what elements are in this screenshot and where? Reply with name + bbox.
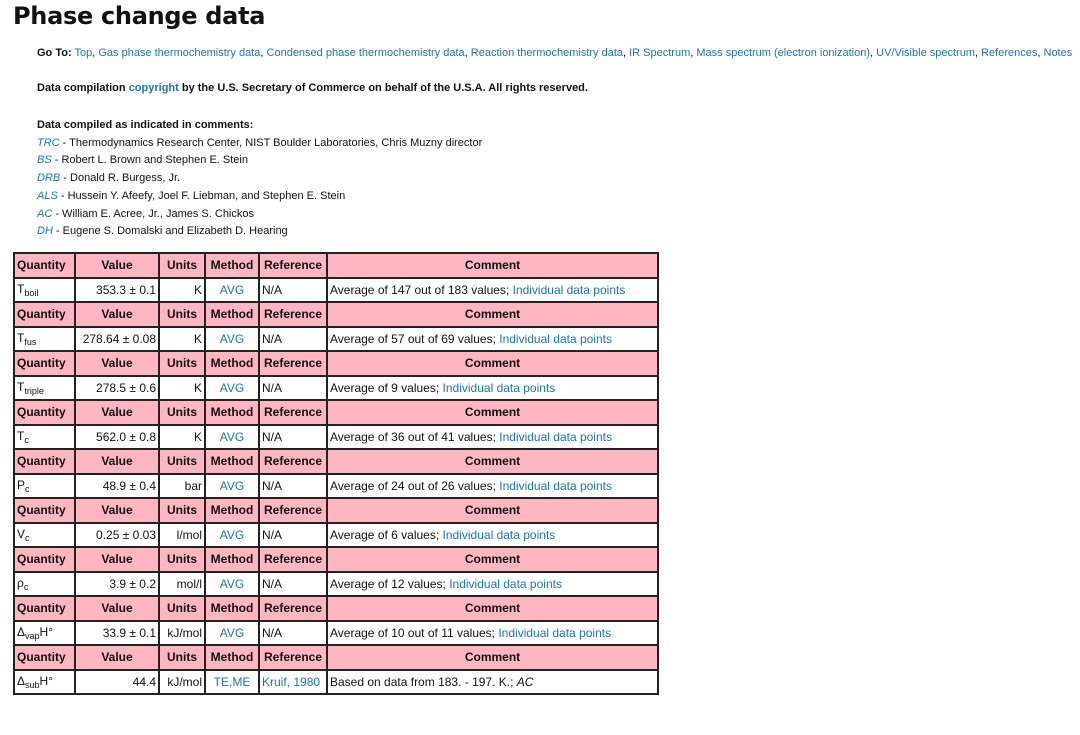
compiler-names: - William E. Acree, Jr., James S. Chickos [52, 207, 254, 220]
column-header: Comment [327, 253, 658, 278]
table-row [14, 474, 658, 499]
compiler-names: - Eugene S. Domalski and Elizabeth D. Hearing [52, 225, 288, 238]
compiler-abbr: AC [37, 207, 53, 220]
header-row [14, 400, 658, 425]
column-header: Method [205, 351, 259, 376]
compiler-abbr: BS [37, 154, 52, 167]
value-cell: 278.64 ± 0.08 [75, 327, 159, 352]
quantity-cell [14, 474, 75, 499]
individual-data-points-link[interactable]: Individual data points [499, 429, 612, 444]
column-header: Quantity [14, 547, 75, 572]
table-row [14, 278, 658, 303]
reference-cell: N/A [259, 376, 327, 401]
quantity-subscript: fus [24, 336, 37, 347]
individual-data-points-link[interactable]: Individual data points [442, 380, 556, 395]
quantity-subscript: triple [24, 385, 44, 396]
table-row [14, 572, 658, 597]
goto-link[interactable]: UV/Visible spectrum [876, 47, 975, 59]
comment-text: Based on data from 183. - 197. K.; [330, 674, 517, 689]
value-cell: 33.9 ± 0.1 [75, 621, 159, 646]
method-link[interactable]: AVG [219, 429, 245, 444]
goto-link[interactable]: Mass spectrum (electron ionization) [696, 47, 871, 59]
reference-cell: N/A [259, 523, 327, 548]
reference-cell: N/A [259, 572, 327, 597]
individual-data-points-link[interactable]: Individual data points [449, 576, 562, 591]
method-cell [205, 474, 259, 499]
comment-text: Average of 12 values; [330, 576, 450, 591]
goto-link[interactable]: IR Spectrum [629, 47, 691, 59]
individual-data-points-link[interactable]: Individual data points [499, 331, 612, 346]
goto-link[interactable]: Top [74, 47, 93, 59]
column-header: Method [205, 302, 259, 327]
units-cell: K [159, 425, 205, 450]
quantity-subscript: boil [24, 287, 39, 298]
column-header: Reference [259, 302, 327, 327]
header-row [14, 351, 658, 376]
goto-link[interactable]: Reaction thermochemistry data [470, 47, 623, 59]
comment-source: AC [516, 674, 534, 689]
copyright-text-before: Data compilation [37, 82, 129, 94]
value-cell: 0.25 ± 0.03 [75, 523, 159, 548]
quantity-cell [14, 621, 75, 646]
column-header: Method [205, 645, 259, 670]
column-header: Reference [259, 351, 327, 376]
quantity-suffix: H° [39, 624, 53, 639]
comment-text: Average of 147 out of 183 values; [330, 282, 513, 297]
method-link[interactable]: AVG [219, 576, 245, 591]
comment-text: Average of 57 out of 69 values; [330, 331, 500, 346]
column-header: Reference [259, 400, 327, 425]
compilers-title: Data compiled as indicated in comments: [37, 119, 254, 131]
value-cell: 44.4 [75, 670, 159, 695]
column-header: Method [205, 498, 259, 523]
quantity-cell [14, 670, 75, 695]
units-cell: l/mol [159, 523, 205, 548]
compiler-abbr: TRC [37, 136, 60, 149]
goto-label: Go To: [37, 47, 72, 59]
header-row [14, 498, 658, 523]
column-header: Quantity [14, 498, 75, 523]
value-cell: 278.5 ± 0.6 [75, 376, 159, 401]
column-header: Value [75, 253, 159, 278]
quantity-subscript: vap [25, 630, 40, 641]
comment-cell [327, 523, 658, 548]
column-header: Method [205, 596, 259, 621]
column-header: Units [159, 400, 205, 425]
comment-cell [327, 278, 658, 303]
column-header: Quantity [14, 400, 75, 425]
copyright-link[interactable]: copyright [128, 82, 179, 94]
compiler-item [37, 152, 482, 170]
column-header: Comment [327, 596, 658, 621]
column-header: Quantity [14, 302, 75, 327]
column-header: Units [159, 302, 205, 327]
units-cell: K [159, 278, 205, 303]
reference-cell: N/A [259, 621, 327, 646]
quantity-symbol: T [17, 379, 25, 394]
compiler-names: - Robert L. Brown and Stephen E. Stein [51, 154, 248, 167]
column-header: Units [159, 596, 205, 621]
header-row [14, 302, 658, 327]
compiler-abbr: DH [37, 225, 53, 238]
column-header: Value [75, 547, 159, 572]
quantity-subscript: c [23, 581, 29, 592]
column-header: Value [75, 596, 159, 621]
column-header: Quantity [14, 351, 75, 376]
table-row [14, 621, 658, 646]
column-header: Units [159, 449, 205, 474]
quantity-cell [14, 572, 75, 597]
column-header: Units [159, 253, 205, 278]
column-header: Value [75, 645, 159, 670]
column-header: Quantity [14, 645, 75, 670]
comment-cell [327, 621, 658, 646]
compiler-item [37, 170, 482, 188]
quantity-symbol: T [17, 428, 25, 443]
quantity-subscript: c [24, 434, 29, 445]
header-row [14, 449, 658, 474]
column-header: Comment [327, 645, 658, 670]
header-row [14, 596, 658, 621]
quantity-subscript: sub [25, 679, 40, 690]
method-cell [205, 621, 259, 646]
column-header: Method [205, 449, 259, 474]
quantity-cell [14, 278, 75, 303]
individual-data-points-link[interactable]: Individual data points [499, 478, 612, 493]
individual-data-points-link[interactable]: Individual data points [512, 282, 626, 297]
method-cell [205, 327, 259, 352]
method-cell [205, 523, 259, 548]
reference-cell: N/A [259, 425, 327, 450]
page-title: Phase change data [13, 2, 266, 30]
method-link[interactable]: AVG [219, 331, 245, 346]
compiler-item [37, 223, 482, 241]
method-link[interactable]: AVG [219, 625, 245, 640]
method-cell [205, 670, 259, 695]
data-compilers [37, 117, 482, 241]
individual-data-points-link[interactable]: Individual data points [498, 625, 612, 640]
comment-cell [327, 376, 658, 401]
column-header: Value [75, 302, 159, 327]
comment-cell [327, 670, 658, 695]
column-header: Units [159, 351, 205, 376]
comment-text: Average of 24 out of 26 values; [330, 478, 500, 493]
column-header: Units [159, 645, 205, 670]
column-header: Quantity [14, 596, 75, 621]
column-header: Comment [327, 351, 658, 376]
method-cell [205, 278, 259, 303]
method-link[interactable]: AVG [219, 478, 245, 493]
column-header: Method [205, 400, 259, 425]
compiler-names: - Thermodynamics Research Center, NIST Boulder Laboratories, Chris Muzny director [59, 136, 483, 149]
header-row [14, 547, 658, 572]
column-header: Quantity [14, 449, 75, 474]
value-cell: 562.0 ± 0.8 [75, 425, 159, 450]
reference-cell: N/A [259, 474, 327, 499]
quantity-symbol: ρ [17, 575, 24, 590]
method-link[interactable]: AVG [219, 282, 245, 297]
method-cell [205, 572, 259, 597]
quantity-cell [14, 376, 75, 401]
table-row [14, 425, 658, 450]
quantity-suffix: H° [39, 673, 53, 688]
goto-nav: Go To: Top, Gas phase thermochemistry data, Condensed phase thermochemistry data, Reaction thermochemistry data, IR Spectrum, Mass spectrum (electron ionization), UV/Visible spectrum, References, Notes [37, 47, 1073, 59]
method-cell [205, 376, 259, 401]
units-cell: K [159, 376, 205, 401]
quantity-subscript: c [25, 532, 30, 543]
table-row [14, 670, 658, 695]
compiler-abbr: ALS [37, 189, 58, 202]
column-header: Quantity [14, 253, 75, 278]
units-cell: kJ/mol [159, 670, 205, 695]
method-link[interactable]: AVG [219, 380, 245, 395]
quantity-symbol: Δ [17, 673, 26, 688]
column-header: Method [205, 253, 259, 278]
goto-link[interactable]: Notes [1043, 47, 1073, 59]
table-row [14, 376, 658, 401]
column-header: Value [75, 400, 159, 425]
compiler-abbr: DRB [37, 172, 61, 185]
compiler-item [37, 135, 482, 153]
quantity-symbol: T [17, 281, 25, 296]
value-cell: 353.3 ± 0.1 [75, 278, 159, 303]
table-row [14, 523, 658, 548]
column-header: Units [159, 547, 205, 572]
reference-cell: N/A [259, 327, 327, 352]
quantity-cell [14, 425, 75, 450]
units-cell: kJ/mol [159, 621, 205, 646]
reference-link[interactable]: Kruif, 1980 [262, 674, 321, 689]
column-header: Value [75, 449, 159, 474]
column-header: Comment [327, 547, 658, 572]
comment-cell [327, 327, 658, 352]
column-header: Reference [259, 498, 327, 523]
column-header: Reference [259, 596, 327, 621]
quantity-symbol: P [17, 477, 26, 492]
quantity-symbol: Δ [17, 624, 26, 639]
comment-cell [327, 572, 658, 597]
quantity-symbol: T [17, 330, 25, 345]
method-link[interactable]: TE,ME [213, 674, 251, 689]
quantity-cell [14, 523, 75, 548]
comment-cell [327, 474, 658, 499]
comment-text: Average of 9 values; [330, 380, 443, 395]
units-cell: bar [159, 474, 205, 499]
copyright-text-after: by the U.S. Secretary of Commerce on behalf of the U.S.A. All rights reserved. [178, 82, 588, 94]
column-header: Method [205, 547, 259, 572]
method-cell [205, 425, 259, 450]
quantity-subscript: c [25, 483, 30, 494]
column-header: Comment [327, 449, 658, 474]
quantity-symbol: V [17, 526, 26, 541]
copyright-notice [37, 82, 588, 94]
column-header: Comment [327, 498, 658, 523]
column-header: Value [75, 351, 159, 376]
column-header: Reference [259, 449, 327, 474]
value-cell: 3.9 ± 0.2 [75, 572, 159, 597]
header-row [14, 645, 658, 670]
column-header: Units [159, 498, 205, 523]
phase-change-table [13, 252, 659, 695]
column-header: Reference [259, 253, 327, 278]
comment-text: Average of 10 out of 11 values; [330, 625, 499, 640]
compiler-names: - Donald R. Burgess, Jr. [60, 172, 181, 185]
value-cell: 48.9 ± 0.4 [75, 474, 159, 499]
goto-link[interactable]: Gas phase thermochemistry data [98, 47, 261, 59]
column-header: Reference [259, 547, 327, 572]
units-cell: mol/l [159, 572, 205, 597]
comment-cell [327, 425, 658, 450]
goto-link[interactable]: References [981, 47, 1038, 59]
comment-text: Average of 6 values; [330, 527, 443, 542]
method-link[interactable]: AVG [219, 527, 245, 542]
column-header: Reference [259, 645, 327, 670]
compiler-item [37, 206, 482, 224]
header-row [14, 253, 658, 278]
column-header: Comment [327, 302, 658, 327]
table-row [14, 327, 658, 352]
compiler-names: - Hussein Y. Afeefy, Joel F. Liebman, and Stephen E. Stein [57, 189, 346, 202]
column-header: Comment [327, 400, 658, 425]
reference-cell [259, 670, 327, 695]
individual-data-points-link[interactable]: Individual data points [442, 527, 556, 542]
goto-link[interactable]: Condensed phase thermochemistry data [266, 47, 465, 59]
compiler-item [37, 188, 482, 206]
quantity-cell [14, 327, 75, 352]
units-cell: K [159, 327, 205, 352]
column-header: Value [75, 498, 159, 523]
reference-cell: N/A [259, 278, 327, 303]
comment-text: Average of 36 out of 41 values; [330, 429, 500, 444]
